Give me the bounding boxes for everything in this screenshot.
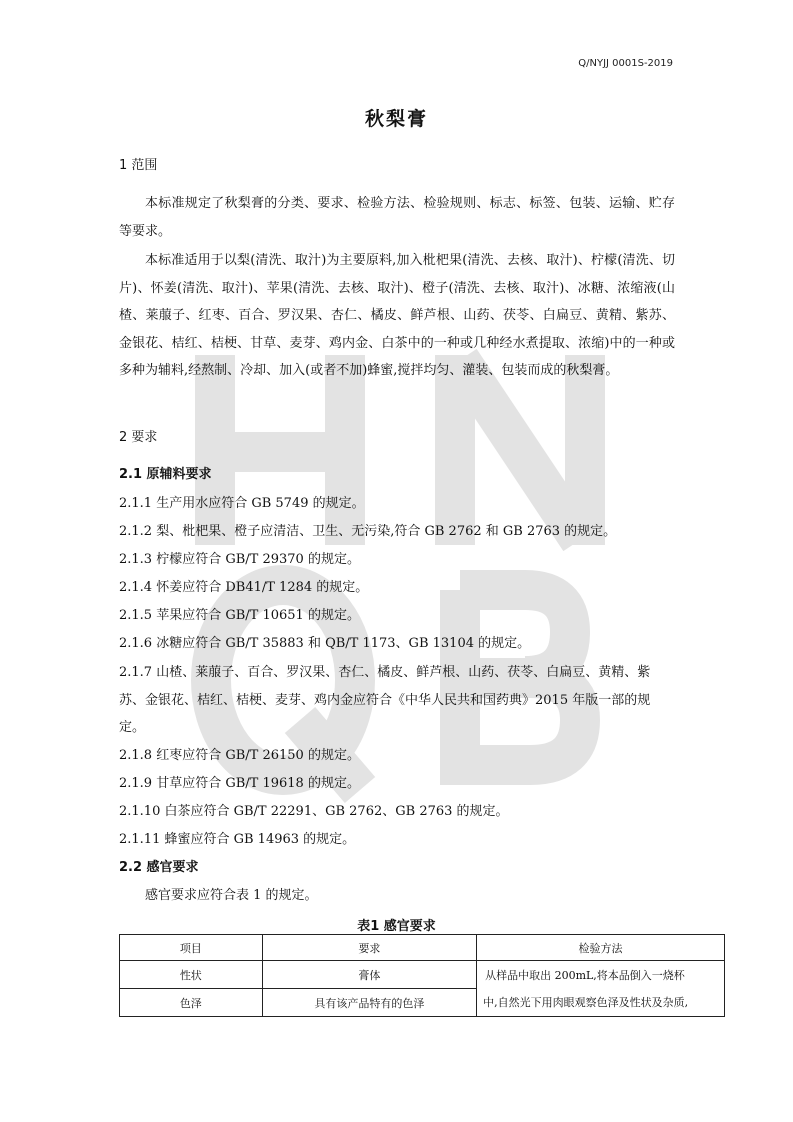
section-1-heading: 1 范围 bbox=[119, 158, 158, 173]
table-cell-item: 色泽 bbox=[120, 989, 263, 1017]
clause-2-1-11: 2.1.11 蜂蜜应符合 GB 14963 的规定。 bbox=[119, 832, 356, 847]
clause-2-1-3: 2.1.3 柠檬应符合 GB/T 29370 的规定。 bbox=[119, 552, 360, 567]
clause-2-1-9: 2.1.9 甘草应符合 GB/T 19618 的规定。 bbox=[119, 776, 360, 791]
table-header-cell: 要求 bbox=[262, 935, 476, 961]
table-header-cell: 项目 bbox=[120, 935, 263, 961]
clause-2-1-6: 2.1.6 冰糖应符合 GB/T 35883 和 QB/T 1173、GB 13104 的规定。 bbox=[119, 636, 531, 651]
table-header-row bbox=[120, 935, 725, 961]
sensory-requirements-table bbox=[119, 934, 725, 1017]
table-row bbox=[120, 961, 725, 989]
table-1-caption: 表1 感官要求 bbox=[357, 919, 436, 934]
clause-2-1-1: 2.1.1 生产用水应符合 GB 5749 的规定。 bbox=[119, 496, 365, 511]
clause-2-1-4: 2.1.4 怀姜应符合 DB41/T 1284 的规定。 bbox=[119, 580, 369, 595]
section-2-2-heading: 2.2 感官要求 bbox=[119, 860, 199, 875]
table-cell-requirement: 膏体 bbox=[262, 961, 476, 989]
table-header-cell: 检验方法 bbox=[477, 935, 725, 961]
clause-2-1-7: 2.1.7 山楂、莱菔子、百合、罗汉果、杏仁、橘皮、鲜芦根、山药、茯苓、白扁豆、黄精、紫苏、金银花、桔红、桔梗、麦芽、鸡内金应符合《中华人民共和国药典》2015 年版一部的规定。 bbox=[119, 665, 651, 735]
clause-2-1-5: 2.1.5 苹果应符合 GB/T 10651 的规定。 bbox=[119, 608, 360, 623]
document-number: Q/NYJJ 0001S-2019 bbox=[578, 58, 673, 69]
clause-2-1-8: 2.1.8 红枣应符合 GB/T 26150 的规定。 bbox=[119, 748, 360, 763]
page-title: 秋梨膏 bbox=[364, 108, 428, 130]
method-line-2: 中,自然光下用肉眼观察色泽及性状及杂质, bbox=[483, 995, 689, 1009]
clause-2-1-2: 2.1.2 梨、枇杷果、橙子应清洁、卫生、无污染,符合 GB 2762 和 GB 2763 的规定。 bbox=[119, 524, 617, 539]
table-cell-method bbox=[477, 961, 725, 1017]
section-1-paragraph-1: 本标准规定了秋梨膏的分类、要求、检验方法、检验规则、标志、标签、包装、运输、贮存等要求。 bbox=[119, 196, 675, 239]
section-1-paragraph-2: 本标准适用于以梨(清洗、取汁)为主要原料,加入枇杷果(清洗、去核、取汁)、柠檬(清洗、切片)、怀姜(清洗、取汁)、苹果(清洗、去核、取汁)、橙子(清洗、去核、取汁)、冰糖、浓缩液(山楂、莱菔子、红枣、百合、罗汉果、杏仁、橘皮、鲜芦根、山药、茯苓、白扁豆、黄精、紫苏、金银花、桔红、桔梗、甘草、麦芽、鸡内金、白茶中的一种或几种经水煮提取、浓缩)中的一种或多种为辅料,经熬制、冷却、加入(或者不加)蜂蜜,搅拌均匀、灌装、包装而成的秋梨膏。 bbox=[119, 253, 675, 378]
table-cell-requirement: 具有该产品特有的色泽 bbox=[262, 989, 476, 1017]
clause-2-1-10: 2.1.10 白茶应符合 GB/T 22291、GB 2762、GB 2763 的规定。 bbox=[119, 804, 509, 819]
section-2-heading: 2 要求 bbox=[119, 430, 158, 445]
section-2-2-paragraph: 感官要求应符合表 1 的规定。 bbox=[145, 888, 318, 903]
method-line-1: 从样品中取出 200mL,将本品倒入一烧杯 bbox=[485, 968, 685, 982]
section-2-1-heading: 2.1 原辅料要求 bbox=[119, 467, 212, 482]
table-cell-item: 性状 bbox=[120, 961, 263, 989]
